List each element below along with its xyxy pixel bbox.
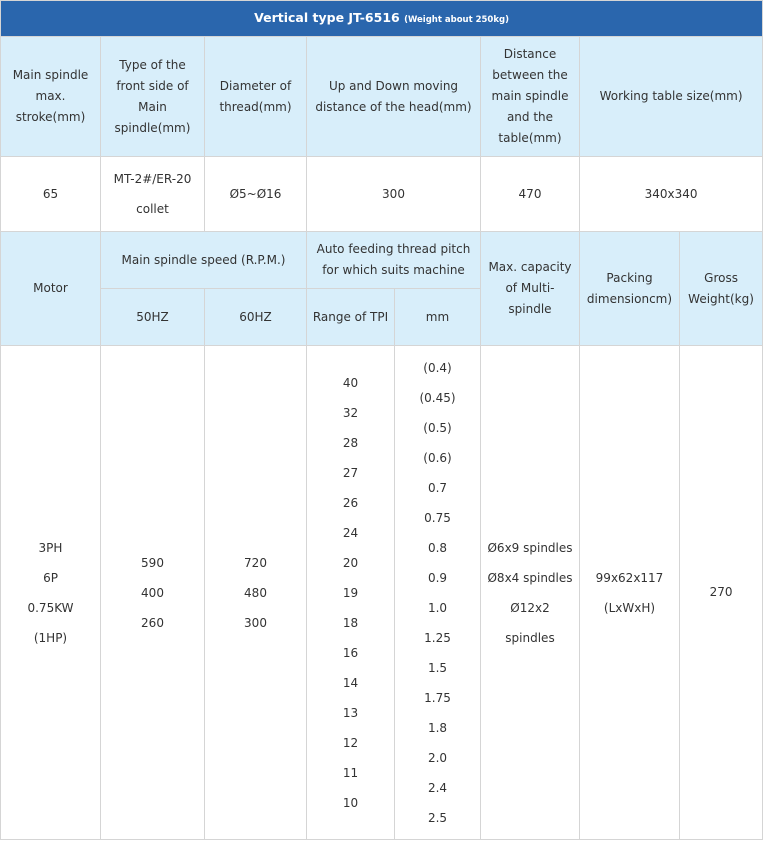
packing-line: (LxWxH): [603, 600, 656, 615]
value-table-size: 340x340: [580, 157, 763, 232]
motor-list: [4, 533, 97, 653]
value-distance: 470: [481, 157, 580, 232]
value-stroke: 65: [1, 157, 101, 232]
value-50hz: [101, 346, 205, 840]
packing-line: 99x62x117: [595, 570, 664, 585]
mm-item: 1.75: [424, 690, 451, 705]
mm-item: (0.6): [423, 450, 452, 465]
capacity-line: Ø6x9 spindles: [487, 540, 573, 555]
table-title: [1, 1, 763, 37]
header-50hz: 50HZ: [101, 289, 205, 346]
speed-50hz-item: 590: [141, 555, 164, 570]
tpi-item: 26: [342, 495, 359, 510]
mm-item: 2.5: [427, 810, 448, 825]
model-title: Vertical type JT-6516: [254, 9, 400, 25]
value-thread-diameter: Ø5~Ø16: [205, 157, 307, 232]
tpi-item: 11: [342, 765, 359, 780]
mm-item: 0.9: [427, 570, 448, 585]
speed-60hz-list: [208, 548, 303, 638]
tpi-item: 20: [342, 555, 359, 570]
header-packing: Packing dimensioncm): [580, 232, 680, 346]
mm-item: (0.45): [419, 390, 456, 405]
tpi-item: 12: [342, 735, 359, 750]
value-mm: [395, 346, 481, 840]
header-head-travel: Up and Down moving distance of the head(mm): [307, 37, 481, 157]
tpi-item: 24: [342, 525, 359, 540]
header-mm: mm: [395, 289, 481, 346]
tpi-item: 27: [342, 465, 359, 480]
tpi-item: 32: [342, 405, 359, 420]
motor-line: 6P: [43, 570, 58, 585]
mm-item: 0.8: [427, 540, 448, 555]
mm-item: (0.5): [423, 420, 452, 435]
header-thread-diameter: Diameter of thread(mm): [205, 37, 307, 157]
tpi-item: 14: [342, 675, 359, 690]
header-front-type: Type of the front side of Main spindle(mm): [101, 37, 205, 157]
capacity-list: [484, 533, 576, 653]
mm-list: [398, 353, 477, 833]
mm-item: 2.0: [427, 750, 448, 765]
speed-60hz-item: 300: [244, 615, 267, 630]
mm-item: (0.4): [423, 360, 452, 375]
tpi-item: 13: [342, 705, 359, 720]
value-head-travel: 300: [307, 157, 481, 232]
tpi-item: 16: [342, 645, 359, 660]
motor-line: (1HP): [33, 630, 68, 645]
speed-50hz-item: 400: [141, 585, 164, 600]
header-motor: Motor: [1, 232, 101, 346]
value-capacity: [481, 346, 580, 840]
header-tpi: Range of TPI: [307, 289, 395, 346]
header-capacity: Max. capacity of Multi-spindle: [481, 232, 580, 346]
mm-item: 1.8: [427, 720, 448, 735]
mm-item: 1.0: [427, 600, 448, 615]
tpi-item: 10: [342, 795, 359, 810]
value-60hz: [205, 346, 307, 840]
tpi-list: [310, 368, 391, 818]
mm-item: 0.75: [424, 510, 451, 525]
value-packing: [580, 346, 680, 840]
speed-60hz-item: 720: [244, 555, 267, 570]
header-gross-weight: Gross Weight(kg): [680, 232, 763, 346]
mm-item: 2.4: [427, 780, 448, 795]
header-table-size: Working table size(mm): [580, 37, 763, 157]
header-spindle-speed: Main spindle speed (R.P.M.): [101, 232, 307, 289]
header-distance: Distance between the main spindle and the table(mm): [481, 37, 580, 157]
speed-50hz-list: [104, 548, 201, 638]
value-motor: [1, 346, 101, 840]
packing-list: [583, 563, 676, 623]
value-gross-weight: 270: [680, 346, 763, 840]
front-type-line2: collet: [136, 202, 169, 216]
value-front-type: [101, 157, 205, 232]
mm-item: 0.7: [427, 480, 448, 495]
tpi-item: 40: [342, 375, 359, 390]
tpi-item: 19: [342, 585, 359, 600]
header-stroke: Main spindle max. stroke(mm): [1, 37, 101, 157]
weight-note: (Weight about 250kg): [404, 14, 509, 25]
capacity-line: Ø12x2: [510, 600, 550, 615]
motor-line: 3PH: [38, 540, 63, 555]
tpi-item: 28: [342, 435, 359, 450]
value-tpi: [307, 346, 395, 840]
tpi-item: 18: [342, 615, 359, 630]
mm-item: 1.5: [427, 660, 448, 675]
front-type-line1: MT-2#/ER-20: [113, 172, 192, 186]
header-thread-pitch: Auto feeding thread pitch for which suits machine: [307, 232, 481, 289]
capacity-line: Ø8x4 spindles: [487, 570, 573, 585]
capacity-line: spindles: [505, 630, 555, 645]
mm-item: 1.25: [424, 630, 451, 645]
speed-50hz-item: 260: [141, 615, 164, 630]
speed-60hz-item: 480: [244, 585, 267, 600]
header-60hz: 60HZ: [205, 289, 307, 346]
motor-line: 0.75KW: [27, 600, 74, 615]
